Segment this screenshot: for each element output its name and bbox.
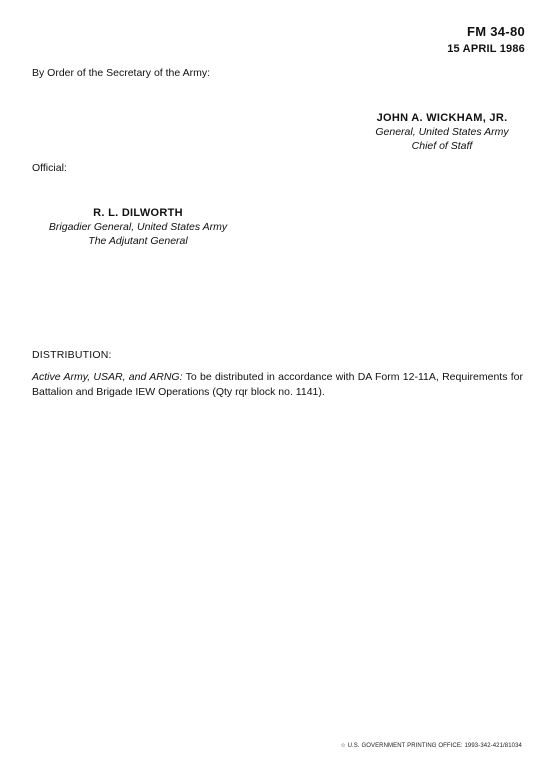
chief-of-staff-signature-block xyxy=(362,111,522,153)
official-title-line1: Brigadier General, United States Army xyxy=(48,221,228,233)
chief-name: JOHN A. WICKHAM, JR. xyxy=(376,112,508,124)
distribution-heading: DISTRIBUTION: xyxy=(32,349,112,361)
printing-office-line: ☆ U.S. GOVERNMENT PRINTING OFFICE: 1993-342-421/81034 xyxy=(340,743,522,749)
chief-title-line1: General, United States Army xyxy=(375,126,509,138)
distribution-paragraph xyxy=(32,370,523,400)
chief-title-line2: Chief of Staff xyxy=(411,140,473,152)
adjutant-general-signature-block xyxy=(32,206,244,248)
official-label: Official: xyxy=(32,162,67,174)
official-name: R. L. DILWORTH xyxy=(93,207,183,219)
distribution-body: To be distributed in accordance with DA Form 12-11A, Requirements for Battalion and Brigade IEW Operations (Qty rqr block no. 1141). xyxy=(32,371,524,398)
document-date: 15 APRIL 1986 xyxy=(447,43,525,55)
document-number: FM 34-80 xyxy=(466,24,525,39)
official-title-line2: The Adjutant General xyxy=(88,235,188,247)
distribution-lead: Active Army, USAR, and ARNG: xyxy=(32,371,183,383)
authority-line: By Order of the Secretary of the Army: xyxy=(32,67,210,79)
